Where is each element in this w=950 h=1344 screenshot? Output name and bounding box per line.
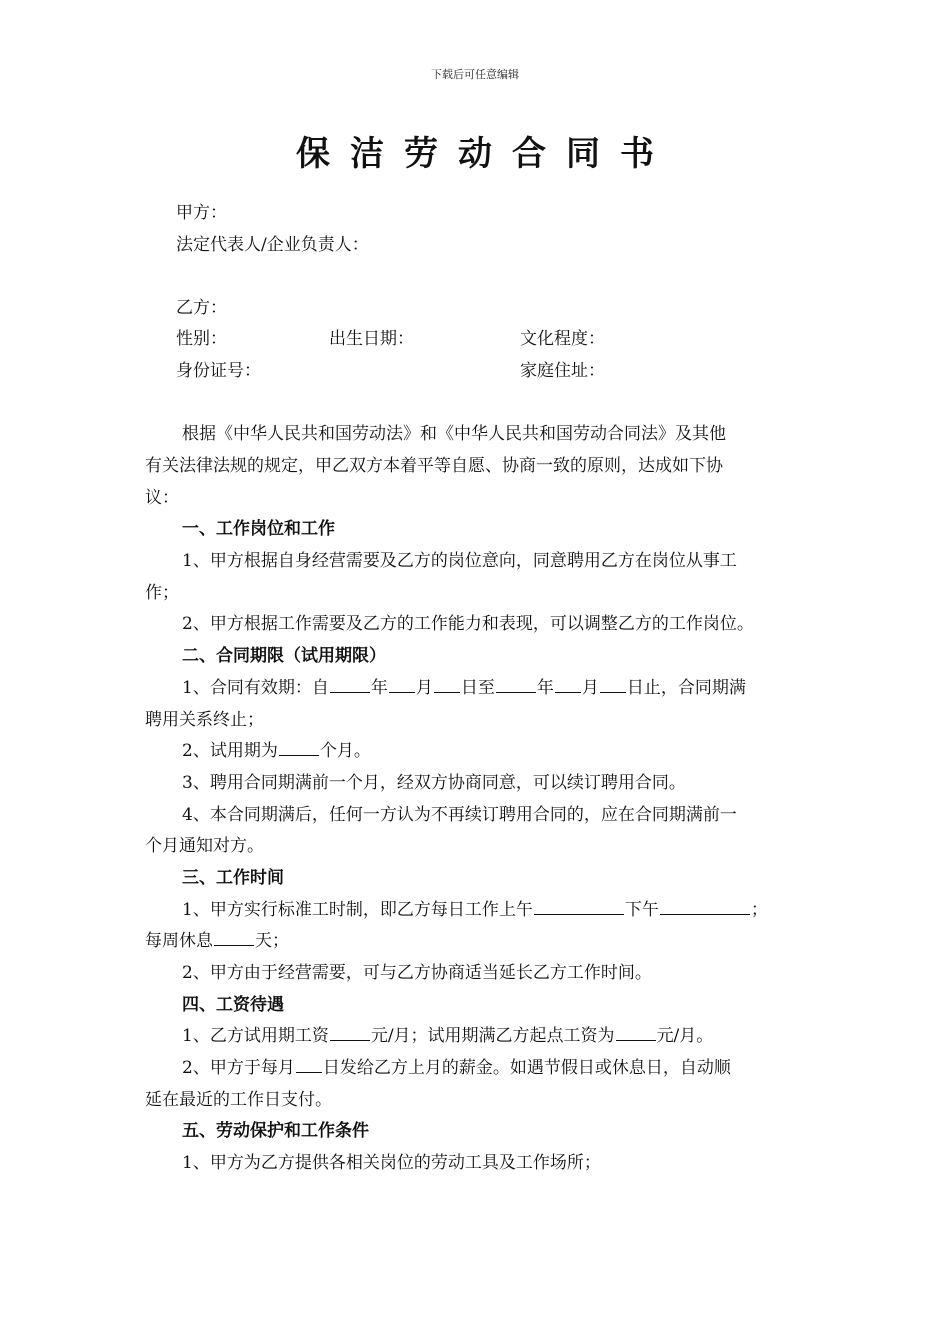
day-end-text: 日止，合同期满 <box>626 678 746 698</box>
s4-p1 <box>182 1026 713 1046</box>
intro-line-2: 有关法律法规的规定，甲乙双方本着平等自愿、协商一致的原则，达成如下协 <box>145 456 723 476</box>
blank-afternoon-hours[interactable] <box>660 900 750 915</box>
s2-p4-line1: 4、本合同期满后，任何一方认为不再续订聘用合同的，应在合同期满前一 <box>182 805 737 825</box>
address-label: 家庭住址： <box>520 361 605 381</box>
s4-p2-line1 <box>182 1058 731 1078</box>
s5-p1: 1、甲方为乙方提供各相关岗位的劳动工具及工作场所； <box>182 1153 601 1173</box>
section-4-heading: 四、工资待遇 <box>182 995 284 1015</box>
blank-morning-hours[interactable] <box>534 900 624 915</box>
blank-end-day[interactable] <box>600 678 626 693</box>
s1-p1-line2: 作； <box>145 583 179 603</box>
id-number-label: 身份证号： <box>176 361 261 381</box>
party-a-rep-label: 法定代表人/企业负责人： <box>176 235 369 255</box>
s2-p2-suffix: 个月。 <box>319 741 371 761</box>
s4-p1-prefix: 1、乙方试用期工资 <box>182 1026 329 1046</box>
afternoon-text: 下午 <box>624 900 659 920</box>
blank-start-year[interactable] <box>330 678 370 693</box>
s3-p1-line2 <box>145 931 289 951</box>
s2-p1-prefix: 1、合同有效期：自 <box>182 678 329 698</box>
section-2-heading: 二、合同期限（试用期限） <box>182 646 386 666</box>
s3-p1-prefix: 1、甲方实行标准工时制，即乙方每日工作上午 <box>182 900 533 920</box>
year-text: 年 <box>370 678 388 698</box>
party-a-label: 甲方： <box>176 203 227 223</box>
year-text: 年 <box>536 678 554 698</box>
header-note: 下载后可任意编辑 <box>431 68 519 81</box>
s4-p1-suffix: 元/月。 <box>656 1026 714 1046</box>
s2-p2 <box>182 741 371 761</box>
s2-p3: 3、聘用合同期满前一个月，经双方协商同意，可以续订聘用合同。 <box>182 773 686 793</box>
month-text: 月 <box>415 678 433 698</box>
s4-p2-suffix: 日发给乙方上月的薪金。如遇节假日或休息日，自动顺 <box>322 1058 731 1078</box>
blank-probation-salary[interactable] <box>330 1026 370 1041</box>
party-b-label: 乙方： <box>176 298 227 318</box>
blank-start-day[interactable] <box>434 678 460 693</box>
days-text: 天； <box>255 931 289 951</box>
s3-p1-line1 <box>182 900 768 920</box>
s4-p2-prefix: 2、甲方于每月 <box>182 1058 295 1078</box>
s1-p1-line1: 1、甲方根据自身经营需要及乙方的岗位意向，同意聘用乙方在岗位从事工 <box>182 551 737 571</box>
s4-p2-line2: 延在最近的工作日支付。 <box>145 1090 332 1110</box>
s2-p4-line2: 个月通知对方。 <box>145 836 264 856</box>
s3-p2: 2、甲方由于经营需要，可与乙方协商适当延长乙方工作时间。 <box>182 963 652 983</box>
intro-line-1: 根据《中华人民共和国劳动法》和《中华人民共和国劳动合同法》及其他 <box>182 424 726 444</box>
s2-p1-line1 <box>182 678 746 698</box>
s1-p2: 2、甲方根据工作需要及乙方的工作能力和表现，可以调整乙方的工作岗位。 <box>182 614 754 634</box>
blank-end-year[interactable] <box>496 678 536 693</box>
education-label: 文化程度： <box>520 329 605 349</box>
s4-p1-middle: 元/月；试用期满乙方起点工资为 <box>370 1026 615 1046</box>
section-1-heading: 一、工作岗位和工作 <box>182 519 335 539</box>
blank-starting-salary[interactable] <box>616 1026 656 1041</box>
month-text: 月 <box>581 678 599 698</box>
day-to-text: 日至 <box>460 678 495 698</box>
section-5-heading: 五、劳动保护和工作条件 <box>182 1121 369 1141</box>
blank-pay-day[interactable] <box>296 1058 322 1073</box>
intro-line-3: 议： <box>145 488 179 508</box>
gender-label: 性别： <box>176 329 227 349</box>
birth-date-label: 出生日期： <box>329 329 414 349</box>
blank-start-month[interactable] <box>389 678 415 693</box>
s2-p1-line2: 聘用关系终止； <box>145 710 264 730</box>
s2-p2-prefix: 2、试用期为 <box>182 741 278 761</box>
semicolon-text: ； <box>750 900 768 920</box>
section-3-heading: 三、工作时间 <box>182 868 284 888</box>
blank-end-month[interactable] <box>555 678 581 693</box>
document-title: 保洁劳动合同书 <box>296 134 674 174</box>
blank-rest-days[interactable] <box>214 931 254 946</box>
weekly-rest-text: 每周休息 <box>145 931 213 951</box>
blank-probation-months[interactable] <box>279 741 319 756</box>
